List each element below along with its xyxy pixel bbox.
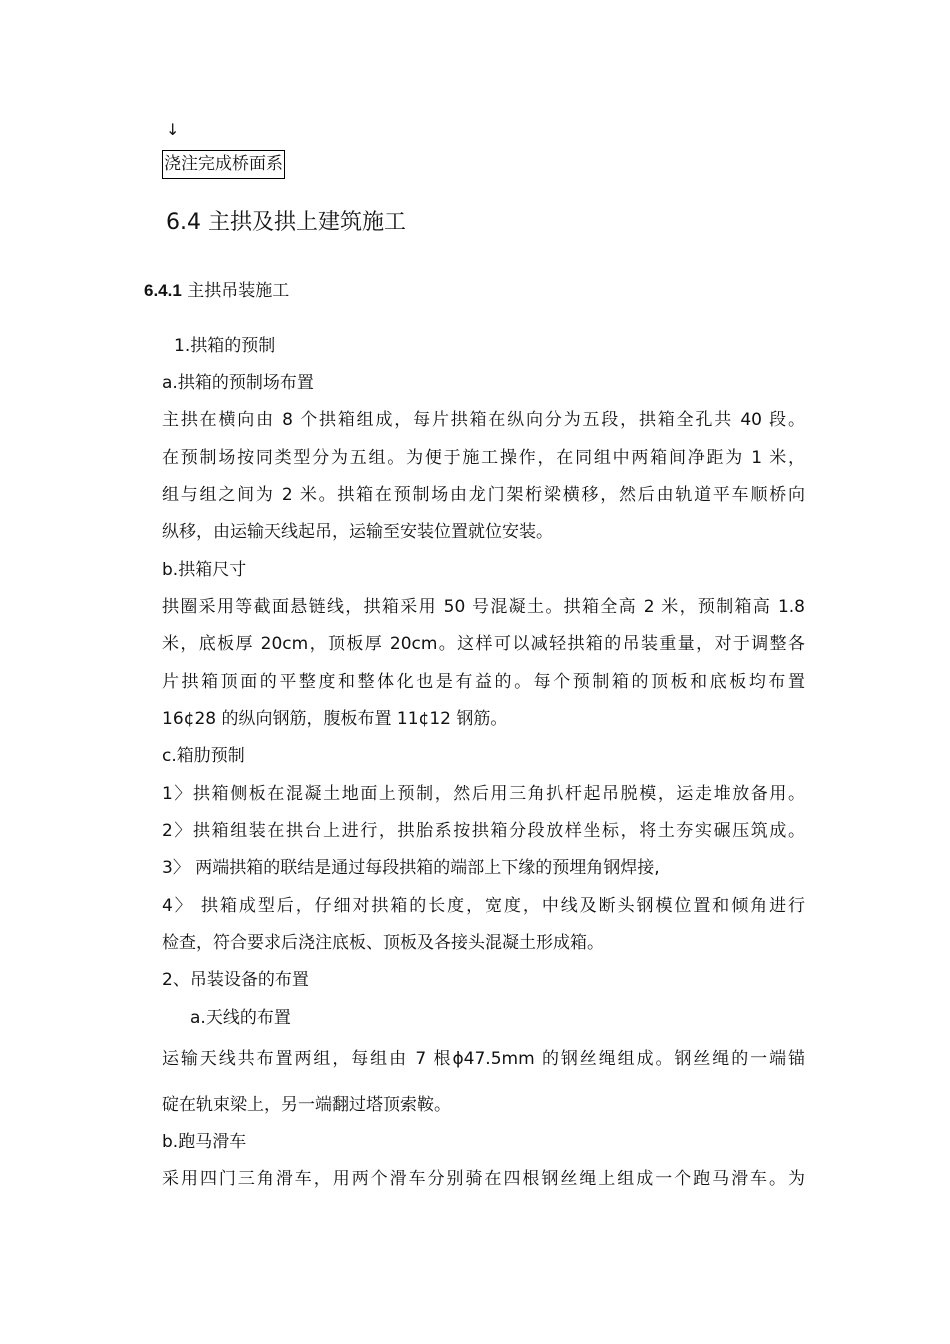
subsection-number: 6.4.1 [144, 281, 182, 300]
paragraph-line: 3〉 两端拱箱的联结是通过每段拱箱的端部上下缘的预埋角钢焊接, [162, 858, 660, 878]
paragraph-line: b.拱箱尺寸 [162, 560, 247, 580]
paragraph-line: 拱圈采用等截面悬链线，拱箱采用 50 号混凝土。拱箱全高 2 米，预制箱高 1.8 [162, 597, 805, 617]
paragraph-line: 碇在轨束梁上，另一端翻过塔顶索鞍。 [162, 1095, 451, 1115]
paragraph-line: c.箱肋预制 [162, 746, 245, 766]
paragraph-line: 在预制场按同类型分为五组。为便于施工操作，在同组中两箱间净距为 1 米， [162, 448, 805, 468]
paragraph-line: 组与组之间为 2 米。拱箱在预制场由龙门架桁梁横移，然后由轨道平车顺桥向 [162, 485, 805, 505]
paragraph-line: 检查，符合要求后浇注底板、顶板及各接头混凝土形成箱。 [162, 933, 604, 953]
paragraph-line: 4〉 拱箱成型后，仔细对拱箱的长度，宽度，中线及断头钢模位置和倾角进行 [162, 896, 805, 916]
paragraph-line: 采用四门三角滑车，用两个滑车分别骑在四根钢丝绳上组成一个跑马滑车。为 [162, 1169, 805, 1189]
flow-arrow: ↓ [166, 120, 180, 139]
paragraph-line: a.拱箱的预制场布置 [162, 373, 314, 393]
paragraph-line: 米，底板厚 20cm，顶板厚 20cm。这样可以减轻拱箱的吊装重量，对于调整各 [162, 634, 805, 654]
paragraph-line: 1〉拱箱侧板在混凝土地面上预制，然后用三角扒杆起吊脱模，运走堆放备用。 [162, 784, 805, 804]
paragraph-line: 2〉拱箱组装在拱台上进行，拱胎系按拱箱分段放样坐标，将土夯实碾压筑成。 [162, 821, 805, 841]
paragraph-line: 片拱箱顶面的平整度和整体化也是有益的。每个预制箱的顶板和底板均布置 [162, 672, 805, 692]
paragraph-line: 运输天线共布置两组，每组由 7 根ϕ47.5mm 的钢丝绳组成。钢丝绳的一端锚 [162, 1049, 805, 1069]
paragraph-line: 1.拱箱的预制 [174, 336, 276, 356]
subsection-title: 主拱吊装施工 [187, 281, 290, 301]
flow-box-label: 浇注完成桥面系 [162, 150, 285, 179]
paragraph-line: 2、吊装设备的布置 [162, 970, 309, 990]
paragraph-line: b.跑马滑车 [162, 1132, 247, 1152]
paragraph-line: a.天线的布置 [190, 1008, 291, 1028]
section-title: 6.4 主拱及拱上建筑施工 [166, 210, 406, 235]
paragraph-line: 纵移，由运输天线起吊，运输至安装位置就位安装。 [162, 522, 553, 542]
paragraph-line: 16¢28 的纵向钢筋，腹板布置 11¢12 钢筋。 [162, 709, 508, 729]
paragraph-line: 主拱在横向由 8 个拱箱组成，每片拱箱在纵向分为五段，拱箱全孔共 40 段。 [162, 410, 805, 430]
subsection-heading [144, 276, 289, 301]
